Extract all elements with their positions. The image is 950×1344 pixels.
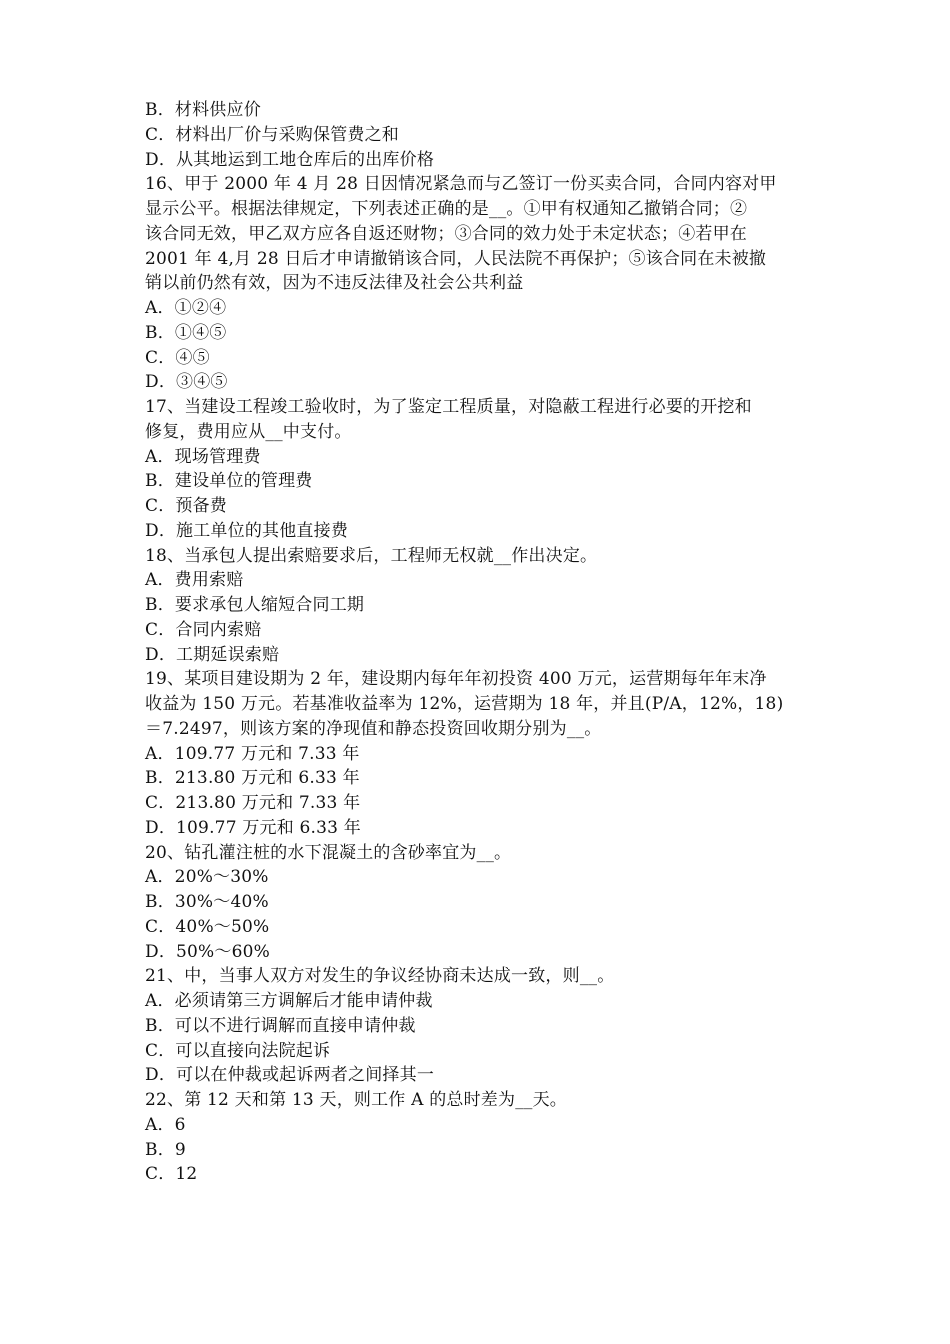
answer-option: C．40%～50% bbox=[145, 916, 270, 937]
answer-option: A．费用索赔 bbox=[145, 570, 244, 591]
answer-option: B．建设单位的管理费 bbox=[145, 471, 313, 492]
question-text-line: 16、甲于 2000 年 4 月 28 日因情况紧急而与乙签订一份买卖合同，合同内容对甲 bbox=[145, 174, 777, 195]
answer-option: B．材料供应价 bbox=[145, 100, 261, 120]
answer-option: C．预备费 bbox=[145, 496, 228, 516]
question-text-line: 销以前仍然有效，因为不违反法律及社会公共利益 bbox=[145, 273, 524, 294]
question-text-line: 21、中，当事人双方对发生的争议经协商未达成一致，则__。 bbox=[145, 966, 615, 987]
answer-option: C．④⑤ bbox=[145, 347, 210, 368]
question-text-line: 2001 年 4,月 28 日后才申请撤销该合同，人民法院不再保护；⑤该合同在未被撤 bbox=[145, 248, 767, 269]
answer-option: C．可以直接向法院起诉 bbox=[145, 1040, 331, 1061]
question-text-line: 20、钻孔灌注桩的水下混凝土的含砂率宜为__。 bbox=[145, 842, 512, 863]
answer-option: B．213.80 万元和 6.33 年 bbox=[145, 768, 360, 789]
question-text-line: 该合同无效，甲乙双方应各自返还财物；③合同的效力处于未定状态；④若甲在 bbox=[145, 223, 747, 244]
answer-option: B．①④⑤ bbox=[145, 322, 227, 343]
question-text-line: 19、某项目建设期为 2 年，建设期内每年年初投资 400 万元，运营期每年年末净 bbox=[145, 669, 767, 690]
question-text-line: ＝7.2497，则该方案的净现值和静态投资回收期分别为__。 bbox=[145, 718, 602, 739]
answer-option: C．材料出厂价与采购保管费之和 bbox=[145, 124, 400, 145]
document-page bbox=[145, 98, 813, 1187]
answer-option: A．①②④ bbox=[145, 298, 227, 318]
question-text-line: 修复，费用应从__中支付。 bbox=[145, 421, 352, 442]
question-text-line: 显示公平。根据法律规定，下列表述正确的是__。①甲有权通知乙撤销合同；② bbox=[145, 199, 748, 219]
answer-option: A．20%～30% bbox=[145, 867, 269, 888]
answer-option: D．工期延误索赔 bbox=[145, 644, 280, 665]
answer-option: A．现场管理费 bbox=[145, 446, 261, 467]
answer-option: C．213.80 万元和 7.33 年 bbox=[145, 793, 361, 813]
answer-option: D．109.77 万元和 6.33 年 bbox=[145, 817, 361, 838]
answer-option: A．109.77 万元和 7.33 年 bbox=[145, 743, 360, 764]
answer-option: D．施工单位的其他直接费 bbox=[145, 520, 349, 541]
answer-option: A．6 bbox=[145, 1114, 186, 1135]
answer-option: C．合同内索赔 bbox=[145, 619, 262, 640]
answer-option: B．30%～40% bbox=[145, 892, 269, 912]
answer-option: D．③④⑤ bbox=[145, 372, 228, 393]
answer-option: D．50%～60% bbox=[145, 941, 271, 962]
answer-option: B．要求承包人缩短合同工期 bbox=[145, 595, 365, 615]
question-text-line: 收益为 150 万元。若基准收益率为 12%，运营期为 18 年，并且(P/A，12%，18) bbox=[145, 694, 784, 714]
answer-option: B．可以不进行调解而直接申请仲裁 bbox=[145, 1015, 416, 1036]
answer-option: A．必须请第三方调解后才能申请仲裁 bbox=[145, 991, 433, 1011]
question-text-line: 18、当承包人提出索赔要求后，工程师无权就__作出决定。 bbox=[145, 545, 598, 566]
answer-option: C．12 bbox=[145, 1164, 198, 1185]
question-text-line: 22、第 12 天和第 13 天，则工作 A 的总时差为__天。 bbox=[145, 1090, 567, 1110]
answer-option: B．9 bbox=[145, 1139, 186, 1160]
answer-option: D．从其地运到工地仓库后的出库价格 bbox=[145, 149, 435, 170]
question-text-line: 17、当建设工程竣工验收时，为了鉴定工程质量，对隐蔽工程进行必要的开挖和 bbox=[145, 397, 752, 417]
answer-option: D．可以在仲裁或起诉两者之间择其一 bbox=[145, 1065, 435, 1086]
